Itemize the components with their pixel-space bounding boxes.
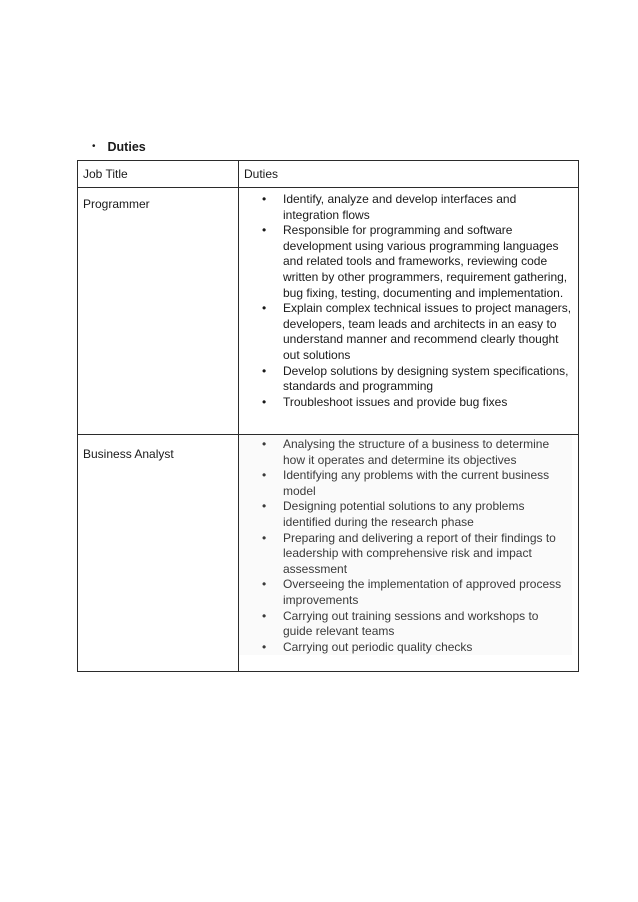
duty-list — [239, 188, 578, 410]
bullet-icon: • — [92, 140, 96, 152]
duty-item — [239, 531, 572, 578]
duties-cell — [239, 435, 579, 672]
duty-text: Carrying out periodic quality checks — [283, 639, 473, 654]
duty-text: Identify, analyze and develop interfaces and integration flows — [283, 192, 517, 222]
duty-item — [239, 223, 578, 301]
job-title: Business Analyst — [83, 447, 174, 461]
duty-item — [239, 437, 572, 468]
table-row — [78, 435, 579, 672]
bullet-icon: • — [262, 223, 267, 238]
duty-item — [239, 577, 572, 608]
duty-text: Responsible for programming and software development using various programming languages and related tools and frameworks, reviewing code written by other programmers, requirement gathering, bug fixing, testing, documenting and implementation. — [283, 223, 568, 300]
duty-text: Preparing and delivering a report of their findings to leadership with comprehensive risk and impact assessment — [283, 530, 556, 576]
duty-item — [239, 499, 572, 530]
bullet-icon: • — [262, 301, 267, 316]
bullet-icon: • — [262, 468, 267, 483]
bullet-icon: • — [262, 608, 267, 623]
table-header-row — [78, 161, 579, 188]
duty-text: Overseeing the implementation of approved process improvements — [283, 577, 562, 607]
duty-item — [239, 395, 578, 411]
duty-item — [239, 301, 578, 363]
bullet-icon: • — [262, 394, 267, 409]
bullet-icon: • — [262, 577, 267, 592]
duty-item — [239, 609, 572, 640]
duty-item — [239, 192, 578, 223]
bullet-icon: • — [262, 530, 267, 545]
duty-text: Explain complex technical issues to project managers, developers, team leads and architects in an easy to understand manner and recommend clearly thought out solutions — [283, 301, 572, 362]
bullet-icon: • — [262, 499, 267, 514]
header-job-title: Job Title — [78, 161, 239, 188]
duty-text: Designing potential solutions to any problems identified during the research phase — [283, 499, 525, 529]
table-row — [78, 188, 579, 435]
bullet-icon: • — [262, 437, 267, 451]
duty-text: Identifying any problems with the current business model — [283, 468, 550, 498]
header-duties: Duties — [239, 161, 579, 188]
job-title: Programmer — [83, 197, 150, 211]
section-heading — [92, 140, 146, 154]
bullet-icon: • — [262, 363, 267, 378]
duty-item — [239, 364, 578, 395]
bullet-icon: • — [262, 192, 267, 206]
section-title: Duties — [107, 140, 146, 154]
duty-text: Troubleshoot issues and provide bug fixes — [283, 394, 508, 409]
duties-cell — [239, 188, 579, 435]
duty-text: Carrying out training sessions and workshops to guide relevant teams — [283, 608, 539, 639]
duty-item — [239, 468, 572, 499]
duty-text: Analysing the structure of a business to determine how it operates and determine its objectives — [283, 437, 550, 467]
duty-text: Develop solutions by designing system specifications, standards and programming — [283, 363, 569, 394]
duties-table — [77, 160, 579, 672]
job-title-cell — [78, 188, 239, 435]
job-title-cell — [78, 435, 239, 672]
duty-list — [239, 435, 572, 655]
duty-item — [239, 640, 572, 656]
bullet-icon: • — [262, 639, 267, 654]
